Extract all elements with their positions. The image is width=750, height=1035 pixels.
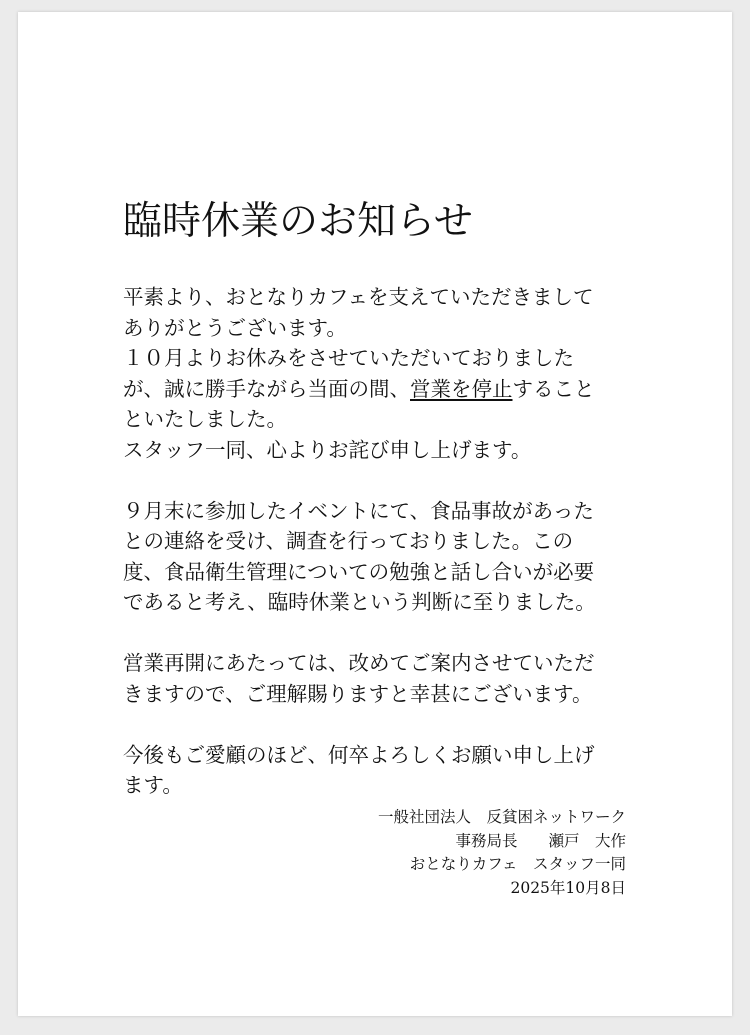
signature-role-name: 事務局長 瀬戸 大作 bbox=[455, 831, 626, 850]
document-page bbox=[18, 12, 732, 1016]
paragraph-closing bbox=[123, 740, 623, 801]
body-text-segment: すること bbox=[512, 376, 595, 401]
signature-organization: 一般社団法人 反貧困ネットワーク bbox=[377, 808, 626, 826]
body-line: 営業再開にあたっては、改めてご案内させていただ bbox=[123, 651, 595, 675]
body-line: ます。 bbox=[123, 773, 183, 797]
body-line: １０月よりお休みをさせていただいておりました bbox=[123, 346, 574, 370]
body-line: との連絡を受け、調査を行っておりました。この bbox=[123, 529, 574, 553]
body-line: きますので、ご理解賜りますと幸甚にございます。 bbox=[123, 681, 593, 706]
body-line: 平素より、おとなりカフェを支えていただきまして bbox=[123, 285, 594, 309]
underlined-phrase: 営業を停止 bbox=[410, 376, 513, 401]
paragraph-reason bbox=[123, 496, 623, 618]
signature-date: 2025年10月8日 bbox=[510, 878, 626, 897]
body-line: であると考え、臨時休業という判断に至りました。 bbox=[123, 590, 596, 614]
document-title: 臨時休業のお知らせ bbox=[123, 199, 473, 244]
body-text-segment: が、誠に勝手ながら当面の間、 bbox=[123, 376, 410, 401]
paragraph-apology bbox=[123, 282, 623, 465]
body-line: 度、食品衛生管理についての勉強と話し合いが必要 bbox=[123, 559, 595, 584]
body-line: スタッフ一同、心よりお詫び申し上げます。 bbox=[123, 437, 532, 462]
signature-block bbox=[378, 806, 626, 900]
body-line bbox=[123, 374, 623, 405]
signature-group: おとなりカフェ スタッフ一同 bbox=[409, 855, 626, 873]
body-line: ありがとうございます。 bbox=[123, 315, 347, 340]
body-line: 今後もご愛顧のほど、何卒よろしくお願い申し上げ bbox=[123, 742, 595, 767]
document-body bbox=[123, 282, 623, 801]
body-line: といたしました。 bbox=[123, 407, 287, 431]
body-line: ９月末に参加したイベントにて、食品事故があった bbox=[123, 498, 594, 523]
paragraph-reopening bbox=[123, 648, 623, 709]
